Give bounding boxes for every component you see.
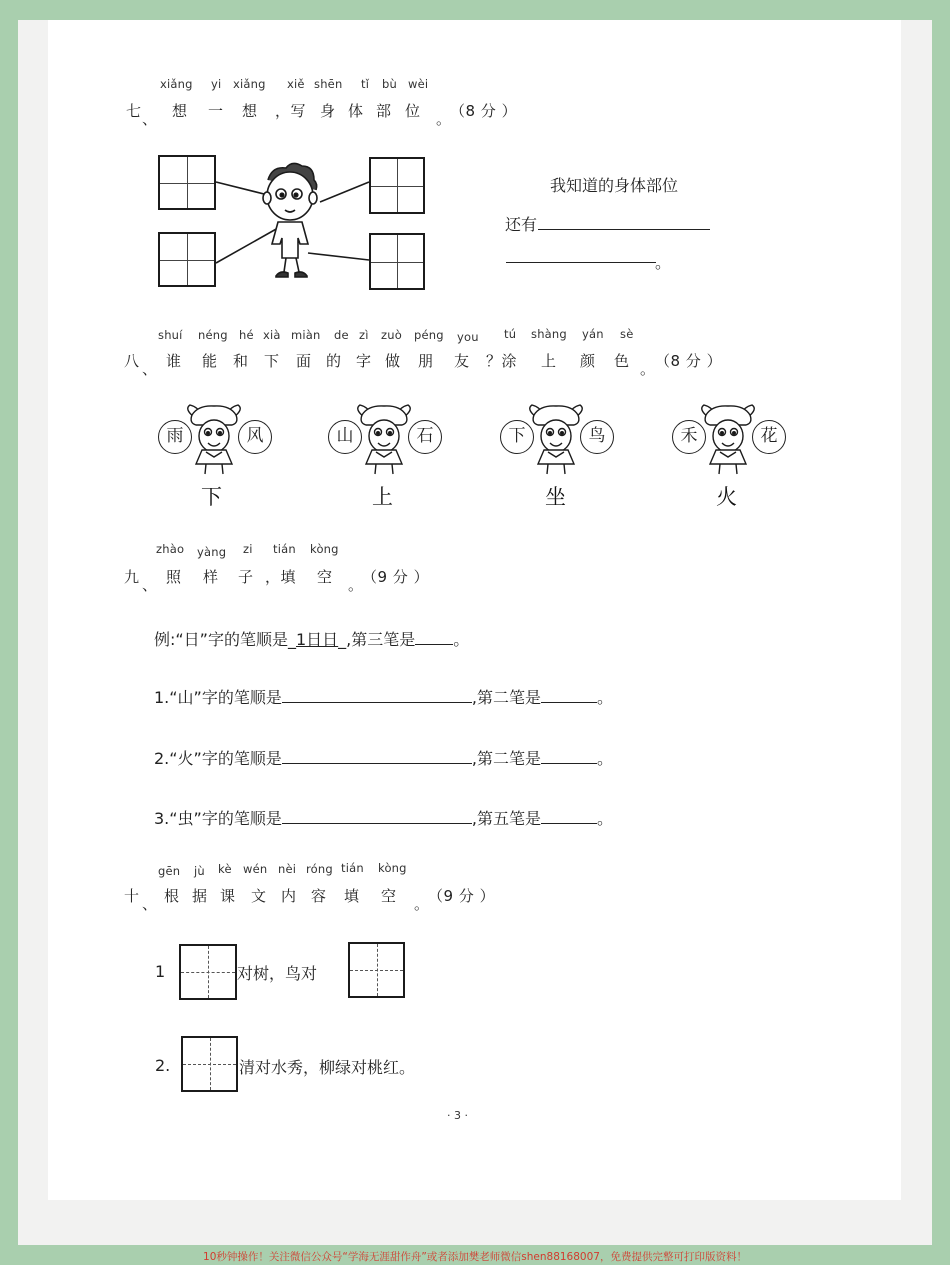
heading-char: 下 [264, 352, 280, 370]
heading-char: ，写 [275, 102, 307, 120]
writing-box[interactable] [179, 944, 237, 1000]
heading-char: 和 [233, 352, 249, 370]
heading-char: 部 [376, 102, 392, 120]
pinyin: róng [306, 862, 333, 876]
section-number: 十 [124, 887, 140, 905]
heading-char: 能 [202, 352, 218, 370]
pinyin: xiě [287, 77, 305, 91]
heading-char: 文 [251, 887, 267, 905]
pinyin: zi [243, 542, 253, 556]
heading-char: 照 [166, 568, 182, 586]
section-number: 九 [124, 568, 140, 586]
character-circle[interactable]: 花 [752, 420, 786, 454]
heading-char: 的 [326, 352, 342, 370]
score: （8 分 ） [655, 352, 723, 370]
heading-char: 内 [281, 887, 297, 905]
answer-blank[interactable] [541, 749, 597, 764]
pinyin: tián [341, 861, 364, 875]
section-mark: 、 [142, 576, 158, 594]
answer-blank[interactable] [282, 749, 472, 764]
character-circle[interactable]: 下 [500, 420, 534, 454]
answer-blank[interactable] [541, 688, 597, 703]
heading-char: 友 [454, 352, 470, 370]
pinyin: nèi [278, 862, 297, 876]
question-line [154, 746, 613, 769]
heading-char: ，填 [265, 568, 297, 586]
answer-blank[interactable] [541, 809, 597, 824]
section-mark: 、 [142, 895, 158, 913]
heading-char: 上 [541, 352, 557, 370]
heading-period: 。 [414, 895, 430, 913]
answer-line[interactable] [506, 249, 656, 263]
example-end: 。 [453, 630, 470, 649]
character-circle[interactable]: 风 [238, 420, 272, 454]
pinyin: jù [194, 864, 205, 878]
pinyin: de [334, 328, 349, 342]
pinyin: yán [582, 327, 604, 341]
question-text: 1.“山”字的笔顺是 [154, 688, 282, 707]
pinyin: gēn [158, 864, 181, 878]
pinyin: kòng [310, 542, 339, 556]
pinyin: zuò [381, 328, 402, 342]
score: （9 分 ） [428, 887, 496, 905]
pinyin: yi [211, 77, 222, 91]
pinyin: tú [504, 327, 517, 341]
bottom-character: 下 [201, 485, 222, 509]
known-parts-title: 我知道的身体部位 [550, 176, 679, 195]
pinyin: shàng [531, 327, 567, 341]
pinyin: xiǎng [160, 77, 193, 91]
character-circle[interactable]: 禾 [672, 420, 706, 454]
question-end: 。 [596, 688, 613, 707]
heading-char: 课 [220, 887, 236, 905]
question-end: 。 [596, 749, 613, 768]
heading-char: 据 [192, 887, 208, 905]
promo-footer: 10秒钟操作！关注微信公众号“学海无涯甜作舟”或者添加樊老师微信shen88168007，免费提供完整可打印版资料！ [203, 1251, 747, 1263]
heading-char: 朋 [418, 352, 434, 370]
section-number: 八 [124, 352, 140, 370]
answer-blank[interactable] [415, 630, 453, 645]
pinyin: yàng [197, 545, 227, 559]
pinyin: zhào [156, 542, 185, 556]
character-circle[interactable]: 鸟 [580, 420, 614, 454]
item-number: 2. [155, 1056, 171, 1075]
pinyin: kè [218, 862, 232, 876]
heading-char: 容 [311, 887, 327, 905]
heading-char: 面 [296, 352, 312, 370]
question-text: ,第二笔是 [471, 749, 541, 768]
example-text: 例:“日”字的笔顺是_ [154, 630, 296, 649]
character-circle[interactable]: 雨 [158, 420, 192, 454]
heading-period: 。 [436, 110, 452, 128]
pinyin: néng [198, 328, 228, 342]
bottom-character: 上 [372, 485, 393, 509]
character-circle[interactable]: 山 [328, 420, 362, 454]
heading-period: 。 [640, 360, 656, 378]
heading-char: 想 [172, 102, 188, 120]
pinyin: miàn [291, 328, 321, 342]
heading-char: 字 [356, 352, 372, 370]
pinyin: xiǎng [233, 77, 266, 91]
heading-char: 身 [320, 102, 336, 120]
heading-char: 位 [405, 102, 421, 120]
pinyin: you [457, 330, 479, 344]
question-text: 2.“火”字的笔顺是 [154, 749, 282, 768]
pinyin: shuí [158, 328, 183, 342]
example-line [154, 627, 469, 650]
pinyin: kòng [378, 861, 407, 875]
question-line [154, 806, 613, 829]
bottom-character: 火 [716, 485, 737, 509]
question-text: ,第二笔是 [471, 688, 541, 707]
question-end: 。 [596, 809, 613, 828]
pinyin: wèi [408, 77, 429, 91]
heading-char: 样 [203, 568, 219, 586]
heading-char: 做 [385, 352, 401, 370]
heading-char: ？涂 [486, 352, 518, 370]
heading-char: 色 [614, 352, 630, 370]
example-fill: 1日日 [295, 630, 339, 649]
section-mark: 、 [142, 110, 158, 128]
page-number: · 3 · [447, 1109, 468, 1122]
heading-char: 体 [348, 102, 364, 120]
heading-char: 子 [238, 568, 254, 586]
section-number: 七 [126, 102, 142, 120]
writing-box[interactable] [348, 942, 405, 998]
heading-char: 谁 [166, 352, 182, 370]
pinyin: tǐ [361, 77, 370, 91]
bottom-character: 坐 [545, 485, 566, 509]
also-label: 还有 [505, 215, 538, 234]
sentence-end: 。 [655, 253, 672, 272]
boy-illustration [150, 150, 440, 295]
pinyin: xià [263, 328, 281, 342]
score: （8 分 ） [450, 102, 518, 120]
heading-char: 空 [317, 568, 333, 586]
heading-char: 根 [164, 887, 180, 905]
answer-blank[interactable] [282, 809, 472, 824]
pinyin: wén [243, 862, 268, 876]
answer-line[interactable] [538, 216, 710, 230]
pinyin: bù [382, 77, 397, 91]
couplet-text: 清对水秀，柳绿对桃红。 [239, 1058, 416, 1077]
heading-period: 。 [348, 576, 364, 594]
character-circle[interactable]: 石 [408, 420, 442, 454]
pinyin: hé [239, 328, 254, 342]
question-text: 3.“虫”字的笔顺是 [154, 809, 282, 828]
pinyin: tián [273, 542, 296, 556]
pinyin: sè [620, 327, 634, 341]
pinyin: zì [359, 328, 369, 342]
question-text: ,第五笔是 [471, 809, 541, 828]
score: （9 分 ） [362, 568, 430, 586]
writing-box[interactable] [181, 1036, 238, 1092]
heading-char: 颜 [580, 352, 596, 370]
item-number: 1 [155, 962, 166, 981]
pinyin: shēn [314, 77, 343, 91]
answer-blank[interactable] [282, 688, 472, 703]
heading-char: 填 [344, 887, 360, 905]
heading-char: 想 [242, 102, 258, 120]
question-line [154, 685, 613, 708]
section-mark: 、 [142, 360, 158, 378]
example-text: _,第三笔是 [338, 630, 416, 649]
pinyin: péng [414, 328, 444, 342]
heading-char: 一 [208, 102, 224, 120]
heading-char: 空 [381, 887, 397, 905]
couplet-text: 对树，鸟对 [237, 964, 318, 983]
